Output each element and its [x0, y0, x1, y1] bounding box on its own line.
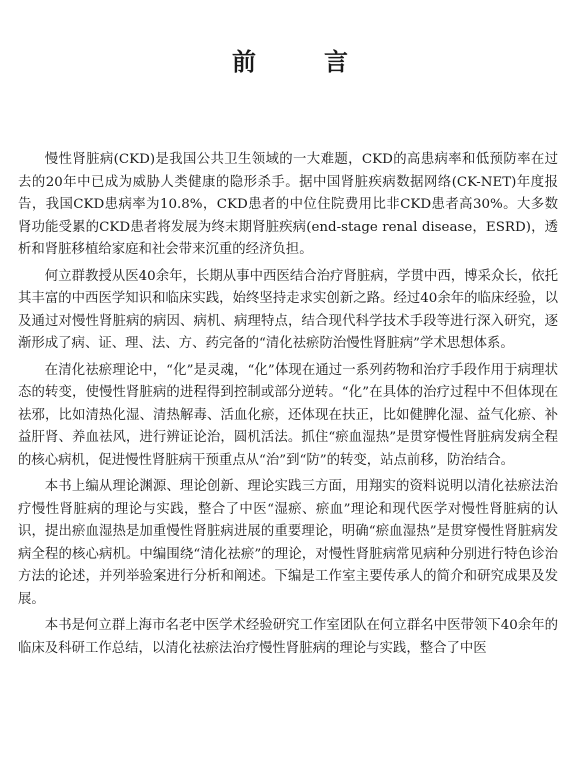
paragraph-5: 本书是何立群上海市名老中医学术经验研究工作室团队在何立群名中医带领下40余年的临床及科研工作总结，以清化祛瘀法治疗慢性肾脏病的理论与实践，整合了中医: [18, 618, 558, 656]
page-title: 前 言: [232, 48, 370, 76]
preface-body: [18, 149, 558, 664]
paragraph-4: 本书上编从理论渊源、理论创新、理论实践三方面，用翔实的资料说明以清化祛瘀法治疗慢性肾脏病的理论与实践，整合了中医“湿瘀、瘀血”理论和现代医学对慢性肾脏病的认识，提出瘀血湿热是加重慢性肾脏病进展的重要理论，明确“瘀血湿热”是贯穿慢性肾脏病发病全程的核心病机。中编围绕“清化祛瘀”的理论，对慢性肾脏病常见病种分别进行特色诊治方法的论述，并列举验案进行分析和阐述。下编是工作室主要传承人的简介和研究成果及发展。: [18, 479, 558, 607]
paragraph-3: 在清化祛瘀理论中，“化”是灵魂，“化”体现在通过一系列药物和治疗手段作用于病理状态的转变，使慢性肾脏病的进程得到控制或部分逆转。“化”在具体的治疗过程中不但体现在祛邪，比如清热化湿、清热解毒、活血化瘀，还体现在扶正，比如健脾化湿、益气化瘀、补益肝肾、养血祛风，进行辨证论治，圆机活法。抓住“瘀血湿热”是贯穿慢性肾脏病发病全程的核心病机，促进慢性肾脏病干预重点从“治”到“防”的转变，站点前移，防治结合。: [18, 362, 558, 468]
paragraph-1: 慢性肾脏病(CKD)是我国公共卫生领域的一大难题，CKD的高患病率和低预防率在过去的20年中已成为威胁人类健康的隐形杀手。据中国肾脏疾病数据网络(CK-NET)年度报告，我国CKD患病率为10.8%，CKD患者的中位住院费用比非CKD患者高30%。大多数肾功能受累的CKD患者将发展为终末期肾脏疾病(end-stage renal disease，ESRD)，透析和肾脏移植给家庭和社会带来沉重的经济负担。: [18, 152, 558, 257]
paragraph-2: 何立群教授从医40余年，长期从事中西医结合治疗肾脏病，学贯中西，博采众长，依托其丰富的中西医学知识和临床实践，始终坚持走求实创新之路。经过40余年的临床经验，以及通过对慢性肾脏病的病因、病机、病理特点，结合现代科学技术手段等进行深入研究，逐渐形成了病、证、理、法、方、药完备的“清化祛瘀防治慢性肾脏病”学术思想体系。: [18, 268, 558, 351]
